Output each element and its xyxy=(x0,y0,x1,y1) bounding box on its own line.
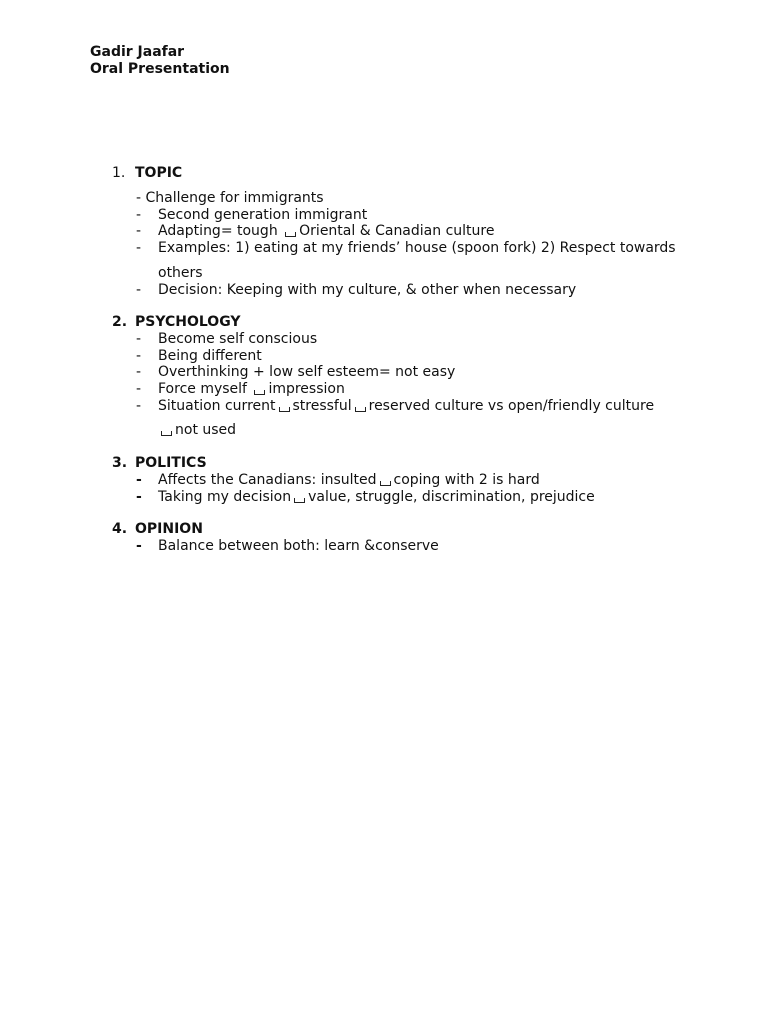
arrow-icon xyxy=(355,407,366,412)
arrow-icon xyxy=(279,407,290,412)
list-item-continuation: others xyxy=(158,265,203,281)
document-subtitle: Oral Presentation xyxy=(90,61,230,77)
section-number: 2. xyxy=(112,314,128,330)
arrow-icon xyxy=(161,431,172,436)
section-title: POLITICS xyxy=(135,455,207,471)
section-title: OPINION xyxy=(135,521,203,537)
section-opinion-heading xyxy=(112,521,203,538)
section-number: 4. xyxy=(112,521,128,537)
arrow-icon xyxy=(380,481,391,486)
arrow-icon xyxy=(254,390,265,395)
section-politics-heading xyxy=(112,455,207,472)
list-item-continuation: not used xyxy=(158,422,236,439)
section-topic-heading xyxy=(112,165,182,182)
section-title: PSYCHOLOGY xyxy=(135,314,241,330)
arrow-icon xyxy=(285,232,296,237)
arrow-icon xyxy=(294,498,305,503)
section-psychology-heading xyxy=(112,314,241,331)
document-header xyxy=(90,44,230,78)
list-item: - Challenge for immigrants xyxy=(136,190,324,206)
section-number: 3. xyxy=(112,455,128,471)
section-title: TOPIC xyxy=(135,165,183,181)
section-number: 1. xyxy=(112,165,126,181)
author-name: Gadir Jaafar xyxy=(90,44,185,60)
